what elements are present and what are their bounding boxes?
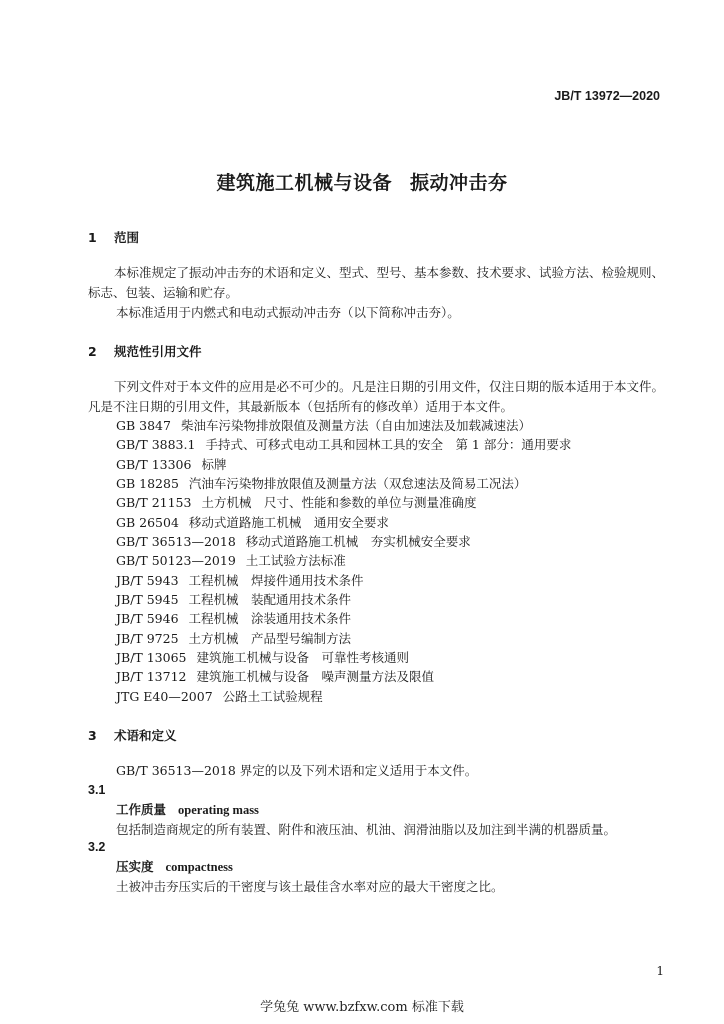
reference-title: 工程机械 装配通用技术条件	[188, 592, 352, 608]
reference-code: JB/T 13712	[116, 669, 187, 685]
term-definition: 包括制造商规定的所有装置、附件和液压油、机油、润滑油脂以及加注到半满的机器质量。	[116, 822, 617, 837]
reference-item	[116, 416, 571, 435]
reference-code: JB/T 5943	[116, 572, 179, 588]
reference-title: 柴油车污染物排放限值及测量方法（自由加速法及加载减速法）	[180, 418, 531, 433]
term-heading	[116, 800, 259, 818]
reference-item	[116, 455, 571, 474]
term-number: 3.1	[88, 783, 106, 797]
reference-code: JB/T 5945	[116, 592, 179, 608]
reference-item	[116, 629, 571, 648]
title-part-1: 建筑施工机械与设备	[216, 172, 392, 194]
section-number: 2	[88, 344, 97, 359]
reference-code: JB/T 5946	[116, 611, 179, 627]
reference-item	[116, 667, 571, 686]
reference-item	[116, 648, 571, 667]
reference-code: GB/T 36513—2018	[116, 534, 236, 550]
reference-item	[116, 571, 571, 590]
reference-title: 建筑施工机械与设备 可靠性考核通则	[196, 650, 409, 666]
section-number: 1	[88, 230, 97, 245]
reference-code: GB 26504	[116, 514, 179, 530]
reference-code: GB/T 3883.1	[116, 437, 196, 453]
reference-code: GB/T 21153	[116, 495, 192, 511]
section-2-heading	[88, 342, 202, 360]
reference-item	[116, 551, 571, 570]
footer-watermark: 学兔兔 www.bzfxw.com 标准下载	[260, 1000, 464, 1015]
term-definition: 土被冲击夯压实后的干密度与该土最佳含水率对应的最大干密度之比。	[116, 879, 504, 894]
term-english: compactness	[165, 860, 233, 874]
reference-item	[116, 687, 571, 706]
page-number: 1	[656, 964, 664, 978]
term-english: operating mass	[178, 803, 259, 817]
section-title: 术语和定义	[114, 728, 177, 743]
reference-title: 工程机械 焊接件通用技术条件	[188, 572, 364, 588]
document-title	[0, 168, 724, 195]
term-chinese: 压实度	[116, 859, 154, 874]
reference-item	[116, 493, 571, 512]
reference-code: GB 18285	[116, 476, 179, 492]
reference-title: 土方机械 产品型号编制方法	[188, 630, 352, 646]
section-title: 规范性引用文件	[114, 344, 202, 359]
term-heading	[116, 857, 233, 875]
reference-title: 移动式道路施工机械 夯实机械安全要求	[245, 534, 471, 550]
reference-item	[116, 609, 571, 628]
section-number: 3	[88, 728, 97, 743]
section-3-heading	[88, 726, 177, 744]
reference-title: 标牌	[201, 456, 227, 472]
section-1-heading	[88, 228, 139, 246]
title-part-2: 振动冲击夯	[410, 172, 508, 194]
reference-title: 公路土工试验规程	[222, 688, 323, 704]
reference-item	[116, 532, 571, 551]
reference-title: 移动式道路施工机械 通用安全要求	[188, 514, 389, 530]
section-3-intro: GB/T 36513—2018 界定的以及下列术语和定义适用于本文件。	[116, 763, 478, 778]
reference-title: 建筑施工机械与设备 噪声测量方法及限值	[196, 669, 434, 685]
reference-code: JB/T 9725	[116, 630, 179, 646]
reference-code: GB/T 50123—2019	[116, 553, 236, 569]
reference-title: 土工试验方法标准	[245, 553, 346, 569]
reference-item	[116, 590, 571, 609]
standard-code: JB/T 13972—2020	[554, 89, 660, 103]
reference-code: GB/T 13306	[116, 456, 192, 472]
reference-item	[116, 435, 571, 454]
term-number: 3.2	[88, 840, 106, 854]
reference-code: GB 3847	[116, 418, 171, 433]
section-1-paragraph-2: 本标准适用于内燃式和电动式振动冲击夯（以下简称冲击夯）。	[116, 305, 460, 320]
reference-item	[116, 474, 571, 493]
reference-item	[116, 513, 571, 532]
reference-list	[116, 416, 571, 706]
reference-title: 土方机械 尺寸、性能和参数的单位与测量准确度	[201, 495, 477, 511]
reference-title: 手持式、可移式电动工具和园林工具的安全 第 1 部分：通用要求	[205, 437, 572, 453]
section-2-intro: 下列文件对于本文件的应用是必不可少的。凡是注日期的引用文件，仅注日期的版本适用于本文件。凡是不注日期的引用文件，其最新版本（包括所有的修改单）适用于本文件。	[88, 379, 665, 414]
reference-code: JB/T 13065	[116, 650, 187, 666]
section-title: 范围	[114, 230, 140, 245]
reference-code: JTG E40—2007	[116, 688, 213, 704]
section-1-paragraph-1: 本标准规定了振动冲击夯的术语和定义、型式、型号、基本参数、技术要求、试验方法、检验规则、标志、包装、运输和贮存。	[88, 265, 665, 300]
reference-title: 汽油车污染物排放限值及测量方法（双怠速法及简易工况法）	[188, 476, 527, 492]
reference-title: 工程机械 涂装通用技术条件	[188, 611, 352, 627]
term-chinese: 工作质量	[116, 802, 167, 817]
